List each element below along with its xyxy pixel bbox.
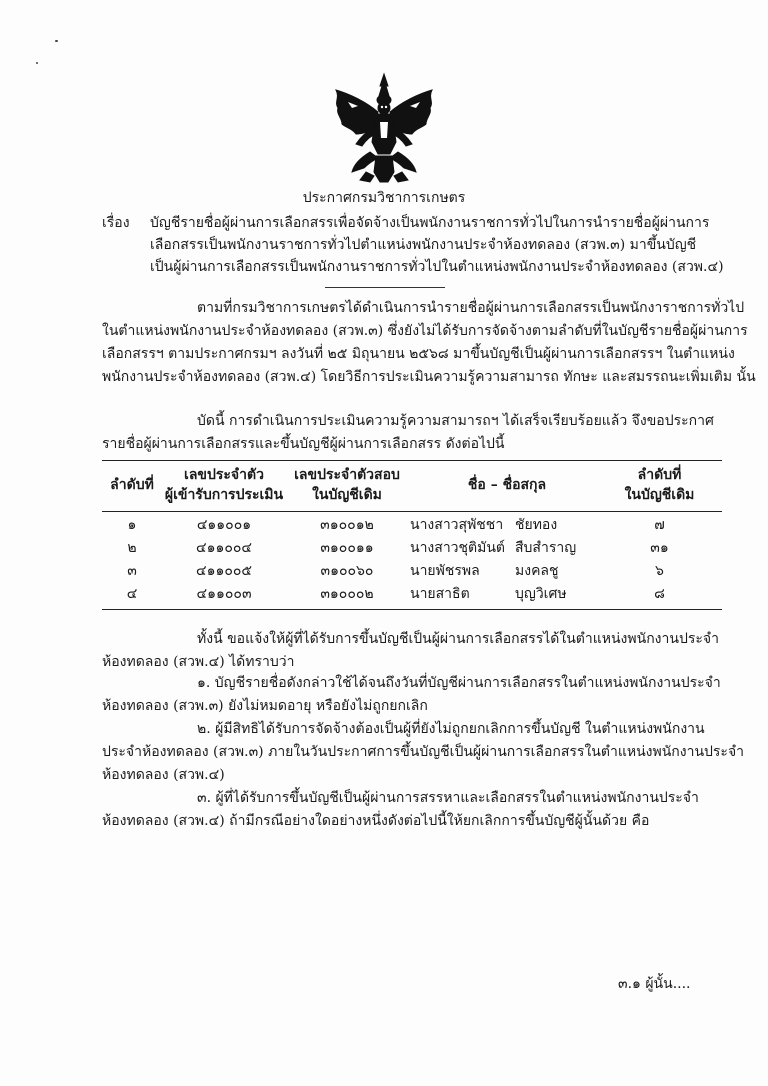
divider <box>325 287 445 288</box>
paragraph-line: เลือกสรรฯ ตามประกาศกรมฯ ลงวันที่ ๒๕ มิถุนายน ๒๕๖๘ มาขึ้นบัญชีเป็นผู้ผ่านการเลือกสรรฯ ในตำแหน่ง <box>102 346 735 362</box>
cell-last-name: สืบสำราญ <box>515 540 577 556</box>
header-text: ลำดับที่ <box>637 467 682 483</box>
paragraph-line: ห้องทดลอง (สวพ.๔) <box>102 767 225 783</box>
paragraph-item-3 <box>102 787 722 833</box>
cell-rank: ๗ <box>654 517 665 533</box>
paragraph-announcement <box>102 410 722 456</box>
header-applicant-id <box>164 465 284 505</box>
cell-applicant-id: ๔๑๑๐๐๔ <box>195 540 253 556</box>
paragraph-line: รายชื่อผู้ผ่านการเลือกสรรและขึ้นบัญชีผู้ผ่านการเลือกสรร ดังต่อไปนี้ <box>102 436 505 452</box>
cell-applicant-id: ๔๑๑๐๐๑ <box>196 517 252 533</box>
paragraph-line: บัดนี้ การดำเนินการประเมินความรู้ความสามารถฯ ได้เสร็จเรียบร้อยแล้ว จึงขอประกาศ <box>197 413 714 429</box>
subject-line: เลือกสรรเป็นพนักงานราชการทั่วไปตำแหน่งพนักงานประจำห้องทดลอง (สวพ.๓) มาขึ้นบัญชี <box>150 237 697 253</box>
paragraph-background <box>102 297 756 389</box>
subject-text <box>150 212 725 278</box>
cell-first-name: นายพัชรพล <box>410 563 480 579</box>
table-header <box>102 460 722 512</box>
paragraph-line: ห้องทดลอง (สวพ.๓) ยังไม่หมดอายุ หรือยังไม่ถูกยกเลิก <box>102 698 428 714</box>
cell-first-name: นายสาธิต <box>410 586 470 602</box>
paragraph-line: ๑. บัญชีรายชื่อดังกล่าวใช้ได้จนถึงวันที่บัญชีผ่านการเลือกสรรในตำแหน่งพนักงานประจำ <box>197 675 721 691</box>
cell-old-id: ๓๑๐๐๑๒ <box>320 517 374 533</box>
header-text: เลขประจำตัว <box>184 467 264 483</box>
cell-applicant-id: ๔๑๑๐๐๕ <box>195 563 253 579</box>
header-name: ชื่อ – ชื่อสกุล <box>467 477 547 493</box>
paragraph-line: พนักงานประจำห้องทดลอง (สวพ.๔) โดยวิธีการประเมินความรู้ความสามารถ ทักษะ และสมรรถนะเพิ่มเติม นั้น <box>102 369 756 385</box>
header-no: ลำดับที่ <box>110 477 154 493</box>
table-row <box>102 514 722 537</box>
cell-rank: ๖ <box>655 563 664 579</box>
subject-label: เรื่อง <box>102 215 130 231</box>
garuda-emblem-icon <box>330 72 438 184</box>
candidate-table <box>102 460 722 610</box>
paragraph-line: ประจำห้องทดลอง (สวพ.๓) ภายในวันประกาศการขึ้นบัญชีเป็นผู้ผ่านการเลือกสรรในตำแหน่งพนักงานประจำ <box>102 744 745 760</box>
page-continuation: ๓.๑ ผู้นั้น.... <box>618 976 691 992</box>
subject-line: เป็นผู้ผ่านการเลือกสรรเป็นพนักงานราชการทั่วไปในตำแหน่งพนักงานประจำห้องทดลอง (สวพ.๔) <box>150 259 724 275</box>
paragraph-item-1 <box>102 672 722 718</box>
cell-applicant-id: ๔๑๑๐๐๓ <box>196 586 252 602</box>
scan-speck <box>55 40 58 42</box>
cell-old-id: ๓๑๐๐๖๐ <box>320 563 374 579</box>
cell-no: ๓ <box>127 563 137 579</box>
header-text: ในบัญชีเดิม <box>312 487 382 503</box>
cell-no: ๒ <box>127 540 137 556</box>
paragraph-line: ตามที่กรมวิชาการเกษตรได้ดำเนินการนำรายชื่อผู้ผ่านการเลือกสรรเป็นพนักงาราชการทั่วไป <box>197 300 745 316</box>
table-row <box>102 560 722 583</box>
cell-no: ๔ <box>126 586 138 602</box>
paragraph-line: ๓. ผู้ที่ได้รับการขึ้นบัญชีเป็นผู้ผ่านการสรรหาและเลือกสรรในตำแหน่งพนักงานประจำ <box>197 790 699 806</box>
table-row <box>102 537 722 560</box>
table-row <box>102 583 722 606</box>
table-body <box>102 512 722 610</box>
header-rank <box>607 465 712 505</box>
paragraph-line: ห้องทดลอง (สวพ.๔) ถ้ามีกรณีอย่างใดอย่างหนึ่งดังต่อไปนี้ให้ยกเลิกการขึ้นบัญชีผู้นั้นด้วย คือ <box>102 813 650 829</box>
cell-rank: ๘ <box>654 586 665 602</box>
header-text: ในบัญชีเดิม <box>624 487 695 503</box>
paragraph-notice <box>102 628 722 674</box>
subject-line: บัญชีรายชื่อผู้ผ่านการเลือกสรรเพื่อจัดจ้างเป็นพนักงานราชการทั่วไปในการนำรายชื่อผู้ผ่านการ <box>150 215 710 231</box>
cell-last-name: ชัยทอง <box>515 517 558 533</box>
scan-speck <box>36 62 38 64</box>
cell-last-name: บุญวิเศษ <box>515 586 567 602</box>
header-old-id <box>287 465 407 505</box>
header-text: ผู้เข้ารับการประเมิน <box>164 487 284 503</box>
cell-old-id: ๓๑๐๐๐๒ <box>320 586 374 602</box>
cell-first-name: นางสาวสุพัชชา <box>410 517 504 533</box>
paragraph-line: ๒. ผู้มีสิทธิได้รับการจัดจ้างต้องเป็นผู้ที่ยังไม่ถูกยกเลิกการขึ้นบัญชี ในตำแหน่งพนักงาน <box>197 721 705 737</box>
cell-first-name: นางสาวชุติมันต์ <box>410 540 506 556</box>
paragraph-item-2 <box>102 718 745 787</box>
header-text: เลขประจำตัวสอบ <box>294 467 400 483</box>
cell-no: ๑ <box>127 517 137 533</box>
paragraph-line: ในตำแหน่งพนักงานประจำห้องทดลอง (สวพ.๓) ซึ่งยังไม่ได้รับการจัดจ้างตามลำดับที่ในบัญชีรายชื่อผู้ผ่านการ <box>102 323 748 339</box>
cell-old-id: ๓๑๐๐๑๑ <box>320 540 374 556</box>
paragraph-line: ห้องทดลอง (สวพ.๔) ได้ทราบว่า <box>102 654 295 670</box>
cell-rank: ๓๑ <box>650 540 669 556</box>
announcement-issuer: ประกาศกรมวิชาการเกษตร <box>302 190 466 206</box>
paragraph-line: ทั้งนี้ ขอแจ้งให้ผู้ที่ได้รับการขึ้นบัญชีเป็นผู้ผ่านการเลือกสรรได้ในตำแหน่งพนักงานประจำ <box>197 631 719 647</box>
cell-last-name: มงคลชู <box>515 563 559 579</box>
